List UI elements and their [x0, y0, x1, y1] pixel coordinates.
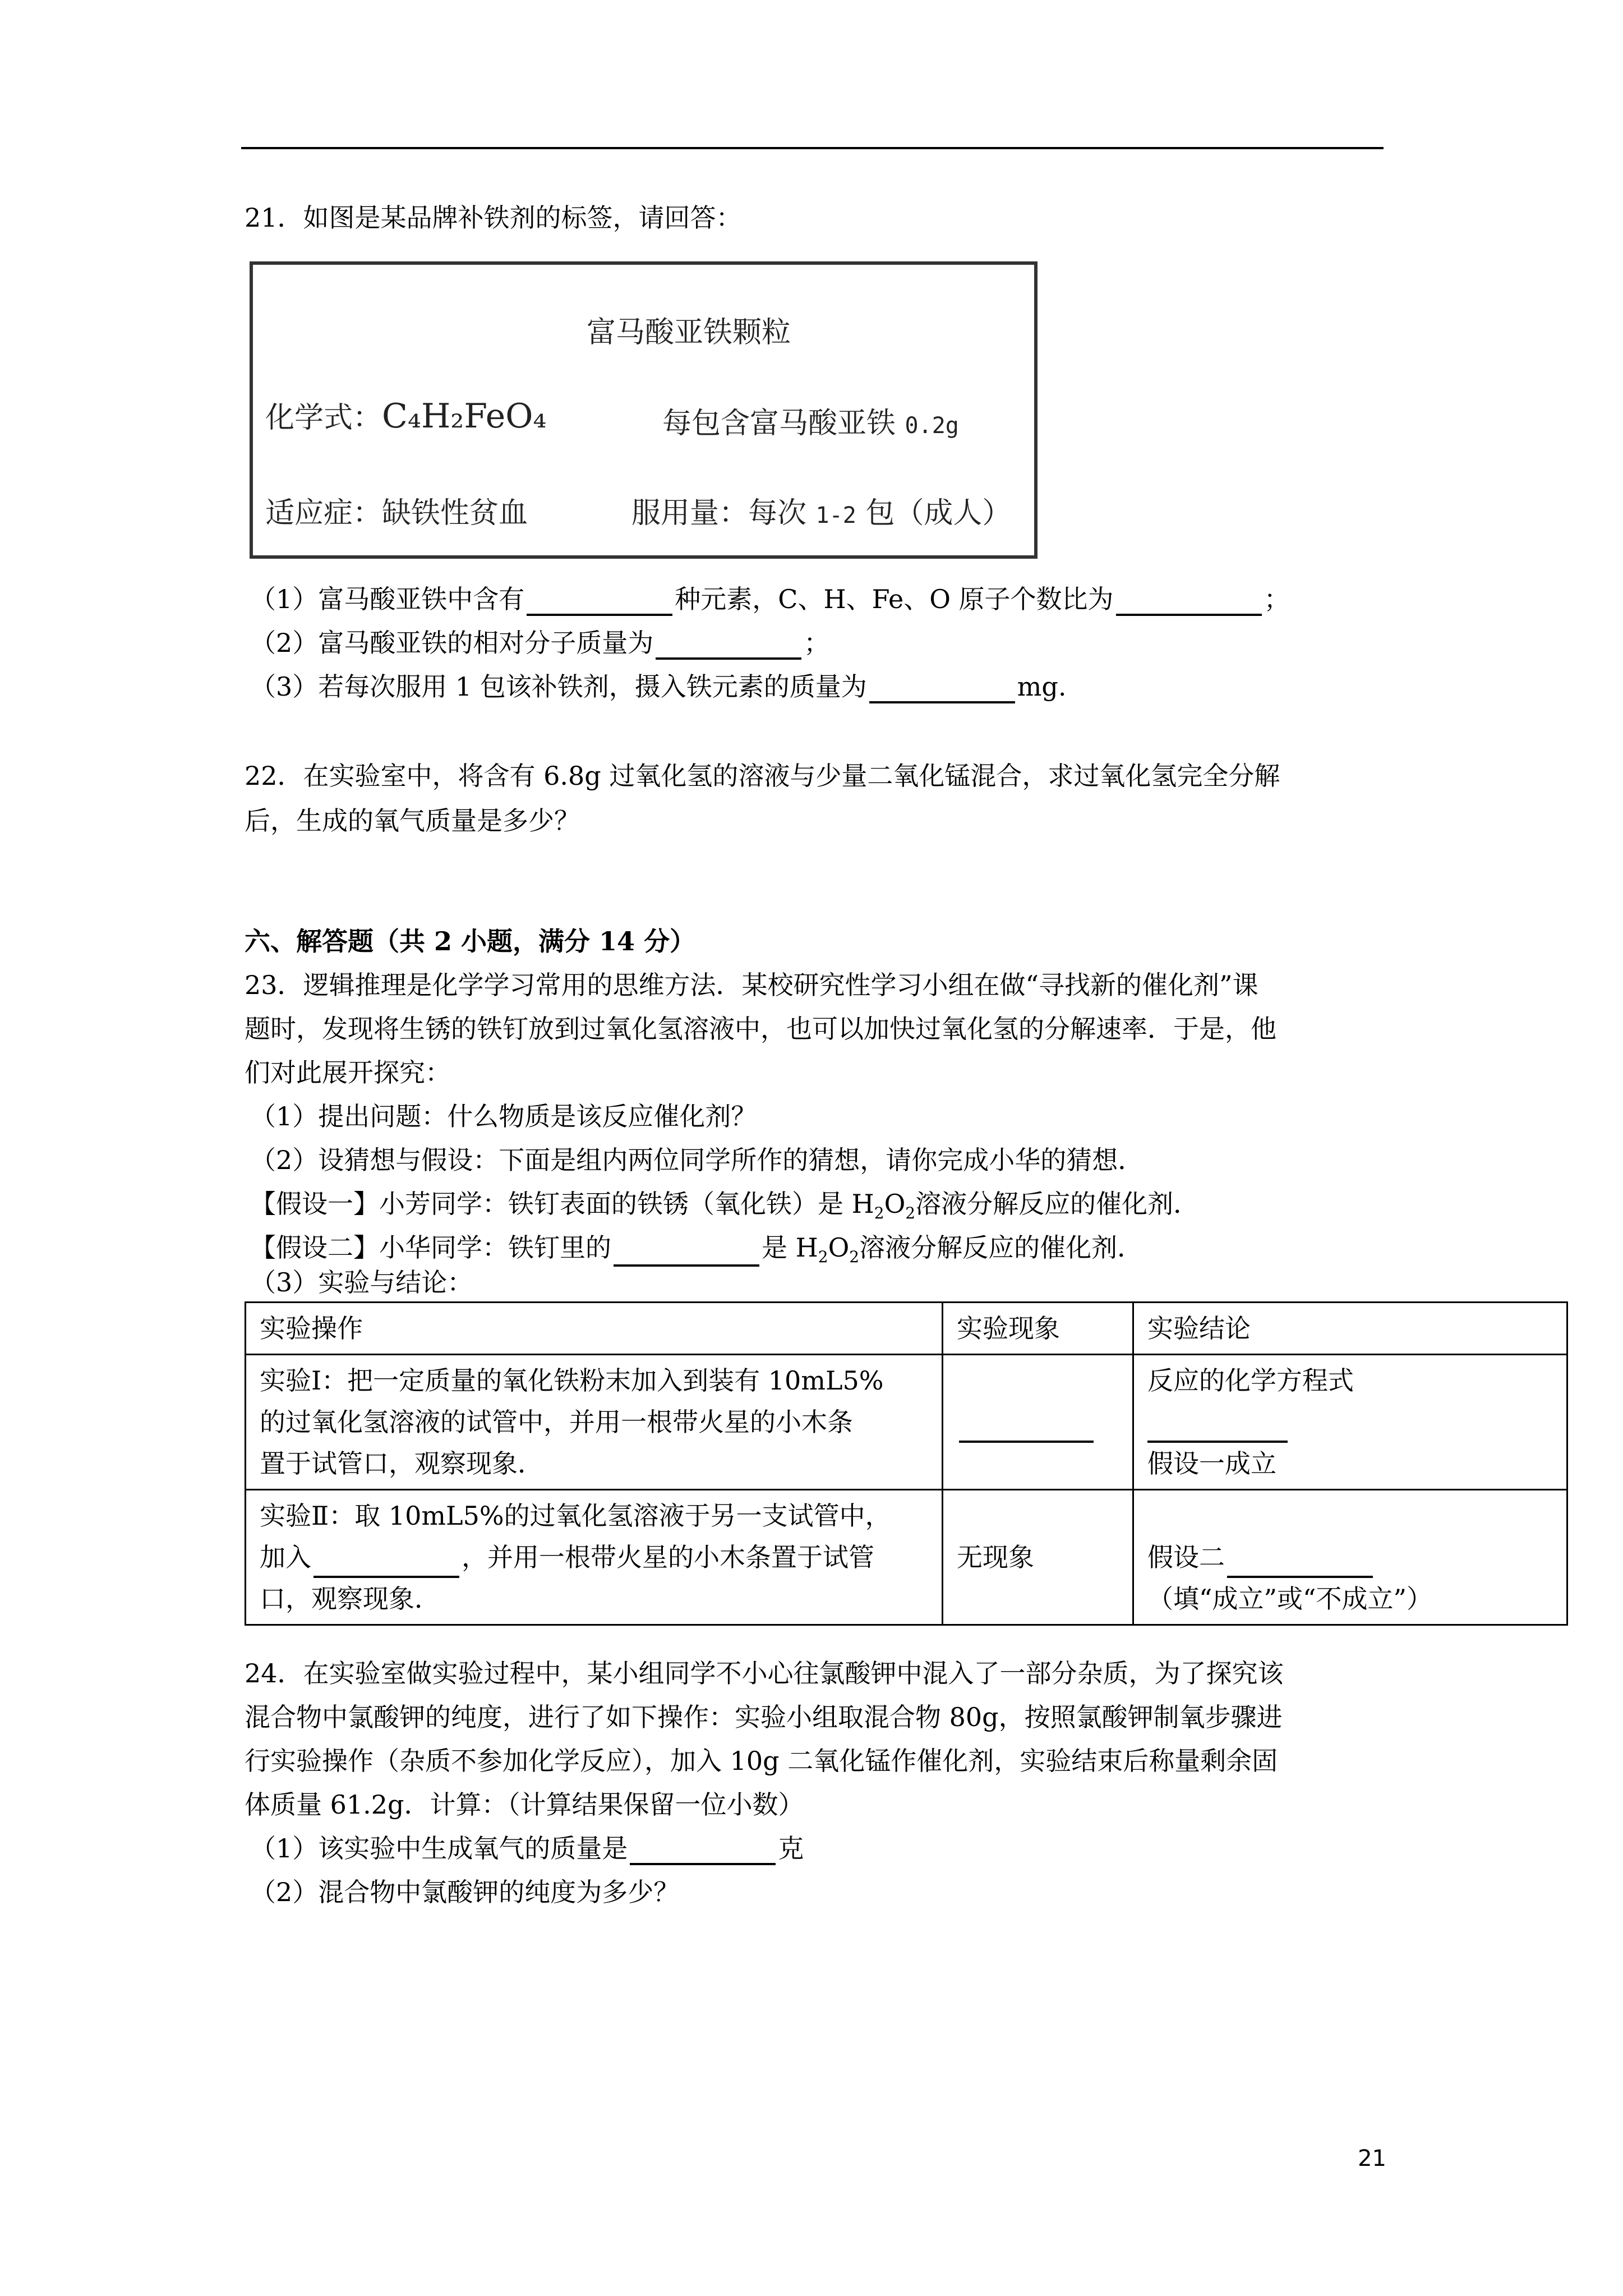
cell-text: ，并用一根带火星的小木条置于试管	[462, 1542, 874, 1572]
table-header-cell: 实验结论	[1133, 1303, 1567, 1355]
q21-p2-text-a: （2）富马酸亚铁的相对分子质量为	[250, 628, 654, 658]
answer-blank[interactable]	[1227, 1551, 1373, 1578]
table-cell-phenomenon: 无现象	[943, 1490, 1133, 1625]
supplement-label	[250, 261, 1038, 559]
table-cell-conclusion	[1133, 1355, 1567, 1490]
answer-blank[interactable]	[1116, 589, 1262, 616]
label-title: 富马酸亚铁颗粒	[587, 316, 791, 349]
section-title: 六、解答题（共 2 小题，满分 14 分）	[245, 926, 696, 956]
q24-line1: 24．在实验室做实验过程中，某小组同学不小心往氯酸钾中混入了一部分杂质，为了探究该	[245, 1658, 1284, 1688]
cell-line: 反应的化学方程式	[1147, 1365, 1354, 1396]
q21-p1-text-c: ；	[1264, 584, 1290, 614]
experiment-table	[245, 1301, 1568, 1626]
table-header-row	[246, 1303, 1567, 1355]
page-number: 21	[1358, 2146, 1386, 2171]
label-formula: C₄H₂FeO₄	[382, 397, 547, 436]
answer-blank[interactable]	[313, 1551, 459, 1578]
q21-p2-text-b: ；	[804, 628, 830, 658]
answer-blank[interactable]	[656, 633, 801, 660]
cell-line: （填“成立”或“不成立”）	[1147, 1584, 1433, 1614]
hypothesis1-text-a: 【假设一】小芳同学：铁钉表面的铁锈（氧化铁）是 H	[250, 1189, 874, 1219]
cell-text: 假设二	[1147, 1542, 1225, 1572]
label-dosage-suffix: 包（成人）	[865, 496, 1012, 530]
table-header-cell: 实验现象	[943, 1303, 1133, 1355]
label-dosage-amount: 1-2	[815, 503, 856, 528]
q21-part1	[250, 583, 1290, 616]
hypothesis2-text-a: 【假设二】小华同学：铁钉里的	[250, 1232, 611, 1263]
q23-hypothesis1: 【假设一】小芳同学：铁钉表面的铁锈（氧化铁）是 $H_2O_2$溶液分解反应的催化剂．	[250, 1189, 1200, 1223]
label-content-amount: 0.2g	[905, 413, 959, 439]
cell-line: 实验Ⅱ：取 10mL5%的过氧化氢溶液于另一支试管中，	[260, 1501, 891, 1531]
hypothesis2-text-c: 溶液分解反应的催化剂．	[859, 1232, 1144, 1263]
cell-line	[1147, 1536, 1553, 1578]
table-header-cell: 实验操作	[246, 1303, 943, 1355]
q23-line2: 题时，发现将生锈的铁钉放到过氧化氢溶液中，也可以加快过氧化氢的分解速率．于是，他	[245, 1014, 1276, 1044]
q23-line1: 23．逻辑推理是化学学习常用的思维方法．某校研究性学习小组在做“寻找新的催化剂”课	[245, 970, 1258, 1000]
q21-p3-text-a: （3）若每次服用 1 包该补铁剂，摄入铁元素的质量为	[250, 671, 867, 702]
table-row	[246, 1355, 1567, 1490]
answer-blank[interactable]	[869, 677, 1015, 703]
q23-step2: （2）设猜想与假设：下面是组内两位同学所作的猜想，请你完成小华的猜想．	[250, 1145, 1144, 1175]
label-content-row	[662, 399, 959, 441]
cell-line: 口，观察现象．	[260, 1584, 440, 1614]
table-cell-conclusion	[1133, 1490, 1567, 1625]
q24-part1	[250, 1833, 804, 1865]
q23-hypothesis2: 【假设二】小华同学：铁钉里的 是 $H_2O_2$溶液分解反应的催化剂．	[250, 1232, 1144, 1267]
cell-line: 实验Ⅰ：把一定质量的氧化铁粉末加入到装有 10mL5%	[260, 1365, 884, 1396]
hypothesis1-text-b: 溶液分解反应的催化剂．	[915, 1189, 1200, 1219]
label-dosage-row	[631, 489, 1011, 531]
q23-step3: （3）实验与结论：	[250, 1267, 473, 1297]
answer-blank[interactable]	[1147, 1416, 1288, 1443]
label-formula-prefix: 化学式：	[265, 401, 382, 435]
q21-part3	[250, 671, 1066, 703]
q22-line2: 后，生成的氧气质量是多少？	[245, 806, 580, 836]
q24-p1-text-a: （1）该实验中生成氧气的质量是	[250, 1833, 628, 1864]
table-cell-operation	[246, 1355, 943, 1490]
q21-p3-text-b: mg.	[1017, 671, 1067, 702]
q22-line1: 22．在实验室中，将含有 6.8g 过氧化氢的溶液与少量二氧化锰混合，求过氧化氢完全分解	[245, 761, 1280, 791]
q24-p1-text-b: 克	[778, 1833, 804, 1864]
q24-line4: 体质量 61.2g．计算：（计算结果保留一位小数）	[245, 1789, 804, 1820]
table-cell-operation	[246, 1490, 943, 1625]
header-rule	[241, 147, 1384, 149]
q23-line3: 们对此展开探究：	[245, 1057, 451, 1088]
hypothesis2-text-b: 是 H	[762, 1232, 818, 1263]
label-dosage-prefix: 服用量：每次	[631, 496, 807, 530]
q24-line3: 行实验操作（杂质不参加化学反应），加入 10g 二氧化锰作催化剂，实验结束后称量剩余固	[245, 1746, 1278, 1776]
cell-line	[260, 1536, 928, 1578]
answer-blank[interactable]	[630, 1838, 776, 1865]
cell-line: 的过氧化氢溶液的试管中，并用一根带火星的小木条	[260, 1407, 853, 1437]
table-row	[246, 1490, 1567, 1625]
cell-line	[1147, 1401, 1553, 1443]
q21-stem: 21．如图是某品牌补铁剂的标签，请回答：	[245, 203, 742, 233]
q21-p1-text-b: 种元素，C、H、Fe、O 原子个数比为	[675, 584, 1114, 614]
table-cell-phenomenon	[943, 1355, 1133, 1490]
label-content: 每包含富马酸亚铁	[662, 407, 896, 440]
cell-text: 加入	[260, 1542, 311, 1572]
answer-blank[interactable]	[527, 589, 672, 616]
q24-part2: （2）混合物中氯酸钾的纯度为多少？	[250, 1877, 680, 1907]
cell-line: 置于试管口，观察现象．	[260, 1448, 543, 1479]
label-formula-row	[265, 394, 546, 436]
q21-part2	[250, 627, 829, 660]
q21-p1-text-a: （1）富马酸亚铁中含有	[250, 584, 525, 614]
label-indication: 适应症：缺铁性贫血	[265, 496, 528, 530]
q23-step1: （1）提出问题：什么物质是该反应催化剂？	[250, 1101, 757, 1131]
q24-line2: 混合物中氯酸钾的纯度，进行了如下操作：实验小组取混合物 80g，按照氯酸钾制氧步骤进	[245, 1702, 1283, 1732]
answer-blank[interactable]	[959, 1416, 1094, 1443]
cell-line: 假设一成立	[1147, 1448, 1276, 1479]
answer-blank[interactable]	[614, 1240, 759, 1267]
